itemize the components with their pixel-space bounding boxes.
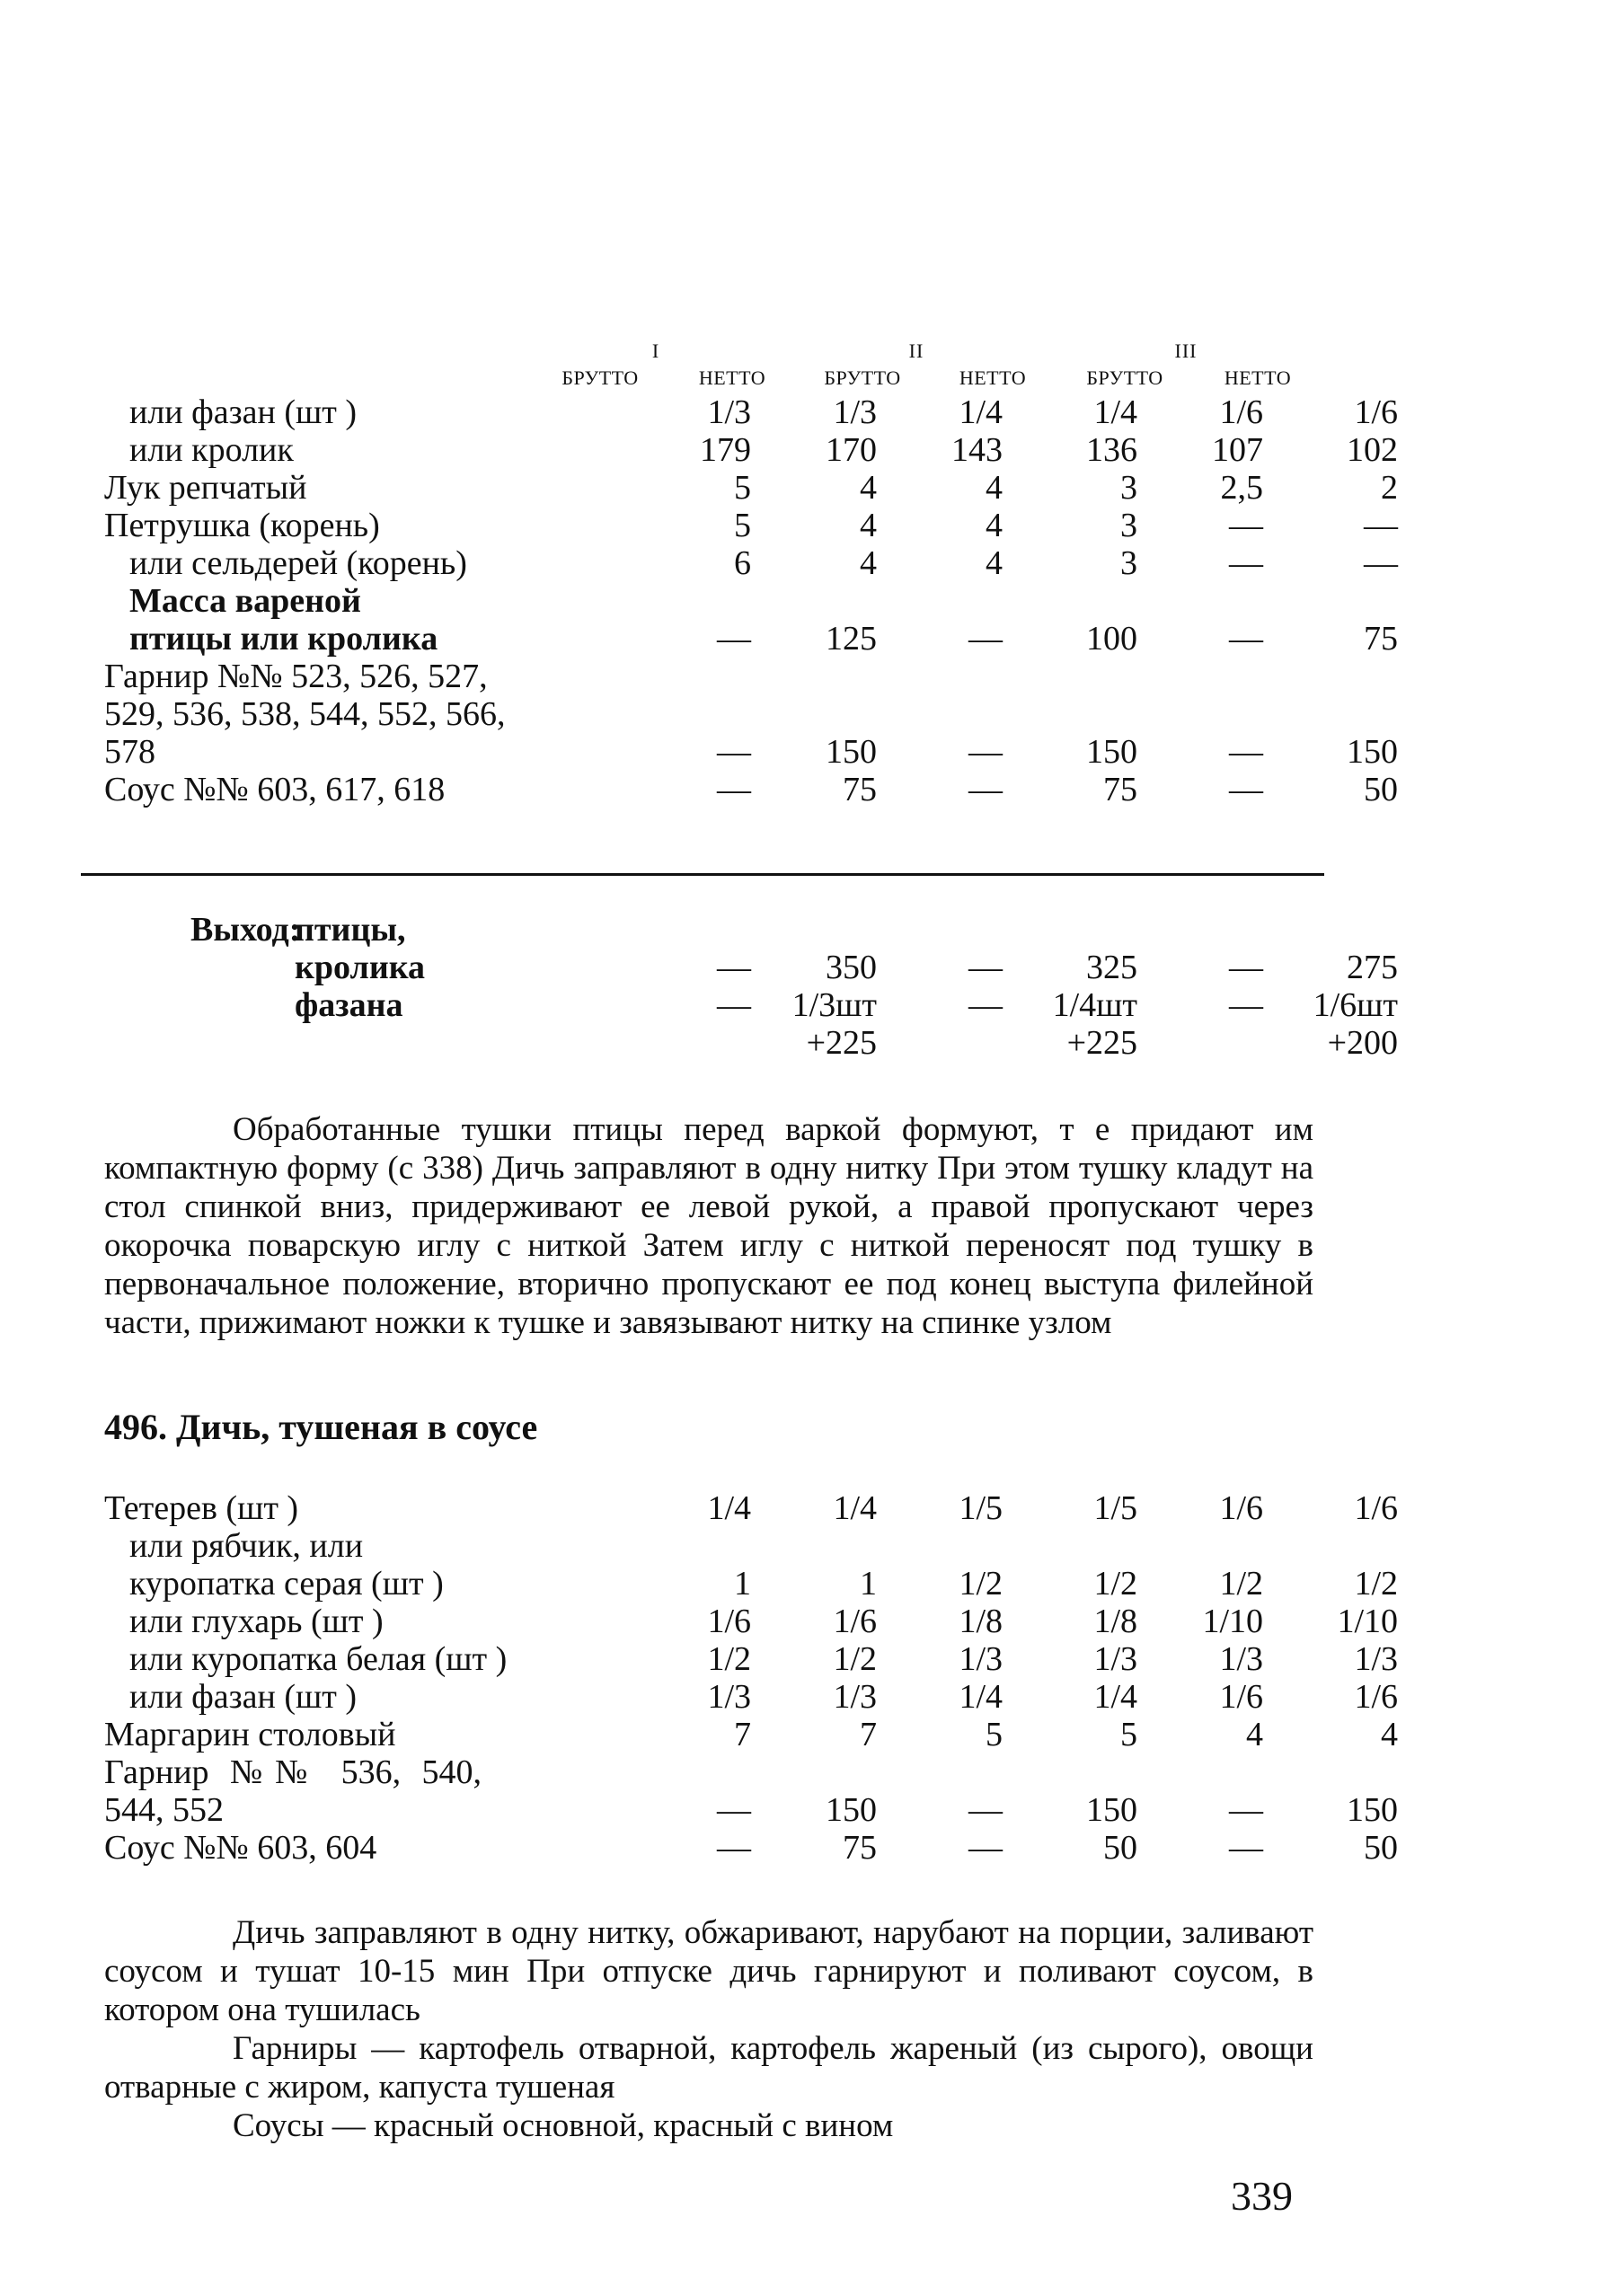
cell: +200 (1327, 1024, 1398, 1062)
row-label: Маргарин столовый (104, 1716, 396, 1753)
cell: 4 (860, 544, 877, 582)
cell: 1/2 (959, 1565, 1003, 1603)
cell: — (1229, 620, 1263, 658)
cell: 1/5 (959, 1489, 1003, 1527)
cell (571, 911, 751, 949)
cell: 1/4 (833, 1489, 877, 1527)
cell: 1/2 (707, 1640, 751, 1678)
cell: 4 (860, 469, 877, 507)
cell: 1/4 (707, 1489, 751, 1527)
cell (751, 911, 877, 949)
row-label: фазана (295, 986, 403, 1024)
table-row (104, 986, 1398, 1024)
table-row (104, 658, 1398, 771)
cell: 1/4 (959, 393, 1003, 431)
row-label: птицы, (295, 911, 406, 949)
table-row (104, 949, 1398, 986)
row-label: или фазан (шт ) (129, 1678, 358, 1716)
cell: 2,5 (1220, 469, 1263, 507)
row-label: или рябчик, или (129, 1527, 364, 1565)
paragraph-method: Дичь заправляют в одну нитку, обжаривают, нарубают на порции, заливают соусом и тушат 10-15 мин При отпуске дичь гарнируют и поливают соусом, в котором она тушилась (104, 1914, 1313, 2028)
col-header-brutto-2: БРУТТО (824, 366, 901, 389)
cell: 3 (1120, 507, 1137, 544)
table-row (104, 1678, 1398, 1716)
cell: 150 (826, 1791, 877, 1829)
col-header-netto-3: НЕТТО (1224, 366, 1292, 389)
cell: 1/6 (1354, 393, 1398, 431)
cell: — (1229, 1791, 1263, 1829)
table-row (104, 1716, 1398, 1753)
cell: 4 (986, 507, 1003, 544)
row-label: Гарнир №№ 536, 540, 544, 552 (104, 1753, 482, 1829)
cell: 7 (860, 1716, 877, 1753)
table-row (104, 507, 1398, 544)
cell: — (968, 733, 1003, 771)
cell: — (1229, 771, 1263, 808)
row-label: или куропатка белая (шт ) (129, 1640, 508, 1678)
cell: 6 (734, 544, 751, 582)
horizontal-rule (81, 873, 1324, 876)
cell: 1/5 (1093, 1489, 1137, 1527)
group-header-3: III (1174, 340, 1198, 362)
ingredients-table-2 (104, 1489, 1398, 1867)
cell: 75 (843, 1829, 877, 1867)
cell: 1/3 (833, 393, 877, 431)
table-row (104, 582, 1398, 658)
cell: 1/4шт (1052, 986, 1137, 1024)
cell: 5 (734, 469, 751, 507)
cell: 75 (1103, 771, 1137, 808)
cell: — (968, 771, 1003, 808)
cell: 4 (986, 469, 1003, 507)
cell: — (717, 733, 751, 771)
cell: 1/4 (1093, 1678, 1137, 1716)
cell: 150 (826, 733, 877, 771)
cell: 100 (1086, 620, 1137, 658)
cell: — (968, 986, 1003, 1024)
cell: 1/6 (833, 1603, 877, 1640)
cell: 179 (700, 431, 751, 469)
table-row (104, 393, 1398, 431)
cell: 1/3 (707, 393, 751, 431)
row-label: Соус №№ 603, 617, 618 (104, 771, 446, 808)
cell: 2 (1381, 469, 1398, 507)
cell: 1/2 (1093, 1565, 1137, 1603)
table-row (104, 469, 1398, 507)
cell: 1/8 (959, 1603, 1003, 1640)
cell: 3 (1120, 469, 1137, 507)
cell (1137, 1527, 1263, 1565)
cell (877, 911, 1003, 949)
row-label: или кролик (129, 431, 294, 469)
cell: 150 (1086, 733, 1137, 771)
table-row (104, 1527, 1398, 1565)
cell: 136 (1086, 431, 1137, 469)
table-row (104, 431, 1398, 469)
cell: — (1229, 949, 1263, 986)
cell: 75 (1364, 620, 1398, 658)
cell: — (968, 1829, 1003, 1867)
cell: 1/3шт (791, 986, 877, 1024)
table-row (104, 1565, 1398, 1603)
cell (1263, 1527, 1398, 1565)
row-label: или сельдерей (корень) (129, 544, 467, 582)
cell: 350 (826, 949, 877, 986)
table-row (104, 1640, 1398, 1678)
cell: — (717, 949, 751, 986)
cell (571, 1024, 751, 1062)
row-label: или глухарь (шт ) (129, 1603, 384, 1640)
cell: 1/6 (1219, 1678, 1263, 1716)
col-header-brutto-1: БРУТТО (561, 366, 639, 389)
ingredients-table-1 (104, 393, 1398, 808)
cell: — (717, 1829, 751, 1867)
cell: 1/4 (959, 1678, 1003, 1716)
cell: 7 (734, 1716, 751, 1753)
cell: — (1229, 507, 1263, 544)
cell: 1/6 (1354, 1678, 1398, 1716)
row-label: Петрушка (корень) (104, 507, 380, 544)
cell: 1/10 (1337, 1603, 1398, 1640)
cell: 150 (1347, 1791, 1398, 1829)
cell: 75 (843, 771, 877, 808)
row-label: куропатка серая (шт ) (129, 1565, 444, 1603)
paragraph-sauces: Соусы — красный основной, красный с вином (233, 2107, 894, 2144)
yield-label: Выход: (190, 911, 301, 949)
col-header-netto-2: НЕТТО (959, 366, 1027, 389)
cell (571, 1527, 751, 1565)
cell: 150 (1086, 1791, 1137, 1829)
cell (1137, 911, 1263, 949)
row-label: или фазан (шт ) (129, 393, 358, 431)
row-label: Гарнир №№ 523, 526, 527, 529, 536, 538, 544, 552, 566, 578 (104, 658, 506, 771)
cell: 4 (1246, 1716, 1263, 1753)
row-label: кролика (295, 949, 426, 986)
cell: 1 (860, 1565, 877, 1603)
cell: 5 (1120, 1716, 1137, 1753)
cell: — (1229, 544, 1263, 582)
paragraph-garnish: Гарниры — картофель отварной, картофель жареный (из сырого), овощи отварные с жиром, капуста тушеная (104, 2030, 1313, 2106)
group-header-1: I (651, 340, 660, 362)
cell: 4 (1381, 1716, 1398, 1753)
row-label: Лук репчатый (104, 469, 307, 507)
col-header-netto-1: НЕТТО (698, 366, 766, 389)
cell: 143 (951, 431, 1003, 469)
row-label (190, 1024, 571, 1062)
col-header-brutto-3: БРУТТО (1086, 366, 1163, 389)
cell: 150 (1347, 733, 1398, 771)
row-label: Соус №№ 603, 604 (104, 1829, 377, 1867)
table-row (104, 771, 1398, 808)
cell: — (717, 620, 751, 658)
page-number: 339 (1231, 2173, 1293, 2219)
cell: 1/3 (959, 1640, 1003, 1678)
cell (877, 1024, 1003, 1062)
cell: — (1364, 544, 1398, 582)
cell: 1/3 (1219, 1640, 1263, 1678)
cell: +225 (806, 1024, 877, 1062)
cell: 1/6 (1219, 393, 1263, 431)
cell: 4 (860, 507, 877, 544)
table-row (104, 1753, 1398, 1829)
cell: — (717, 771, 751, 808)
cell: — (968, 949, 1003, 986)
cell: — (968, 1791, 1003, 1829)
cell: 1/10 (1202, 1603, 1263, 1640)
row-label: Тетерев (шт ) (104, 1489, 299, 1527)
cell: 325 (1086, 949, 1137, 986)
cell: 275 (1347, 949, 1398, 986)
cell (1003, 1527, 1137, 1565)
cell: 1/6 (1219, 1489, 1263, 1527)
cell: 1/2 (833, 1640, 877, 1678)
cell: — (1229, 1829, 1263, 1867)
cell: — (1229, 986, 1263, 1024)
cell: 1/6шт (1313, 986, 1398, 1024)
group-header-2: II (908, 340, 924, 362)
cell: 170 (826, 431, 877, 469)
yield-table (104, 911, 1398, 1062)
cell (1137, 1024, 1263, 1062)
cell: 1/6 (1354, 1489, 1398, 1527)
cell: 4 (986, 544, 1003, 582)
cell (877, 1527, 1003, 1565)
table-row (104, 1489, 1398, 1527)
table-row (104, 1603, 1398, 1640)
cell: 5 (986, 1716, 1003, 1753)
cell: 1/3 (707, 1678, 751, 1716)
cell (751, 1527, 877, 1565)
table-row (104, 1024, 1398, 1062)
cell: 1/3 (833, 1678, 877, 1716)
cell: — (717, 1791, 751, 1829)
cell (1003, 911, 1137, 949)
paragraph-forming: Обработанные тушки птицы перед варкой формуют, т е придают им компактную форму (с 338) Дичь заправляют в одну нитку При этом тушку кладут на стол спинкой вниз, придерживают ее левой рукой, а правой пропускают через окорочка поварскую иглу с ниткой Затем иглу с ниткой переносят под тушку в первоначальное положение, вторично пропускают ее под конец выступа филейной части, прижимают ножки к тушке и завязывают нитку на спинке узлом (104, 1111, 1313, 1341)
cell: 1/3 (1354, 1640, 1398, 1678)
table-row (104, 911, 1398, 949)
cell: 1 (734, 1565, 751, 1603)
cell: 1/2 (1219, 1565, 1263, 1603)
cell: 1/8 (1093, 1603, 1137, 1640)
cell: 50 (1103, 1829, 1137, 1867)
cell: 1/6 (707, 1603, 751, 1640)
recipe-title: 496. Дичь, тушеная в соусе (104, 1407, 538, 1447)
table-row (104, 544, 1398, 582)
cell: — (1364, 507, 1398, 544)
table-row (104, 1829, 1398, 1867)
cell: 1/3 (1093, 1640, 1137, 1678)
cell: 107 (1212, 431, 1263, 469)
row-label: Масса вареной птицы или кролика (129, 582, 438, 658)
cell (1263, 911, 1398, 949)
cell: 3 (1120, 544, 1137, 582)
cell: — (717, 986, 751, 1024)
cell: 1/4 (1093, 393, 1137, 431)
cell: +225 (1066, 1024, 1137, 1062)
cell: 102 (1347, 431, 1398, 469)
cell: — (1229, 733, 1263, 771)
cell: 125 (826, 620, 877, 658)
cell: 5 (734, 507, 751, 544)
cell: — (968, 620, 1003, 658)
cell: 50 (1364, 1829, 1398, 1867)
cell: 1/2 (1354, 1565, 1398, 1603)
cell: 50 (1364, 771, 1398, 808)
